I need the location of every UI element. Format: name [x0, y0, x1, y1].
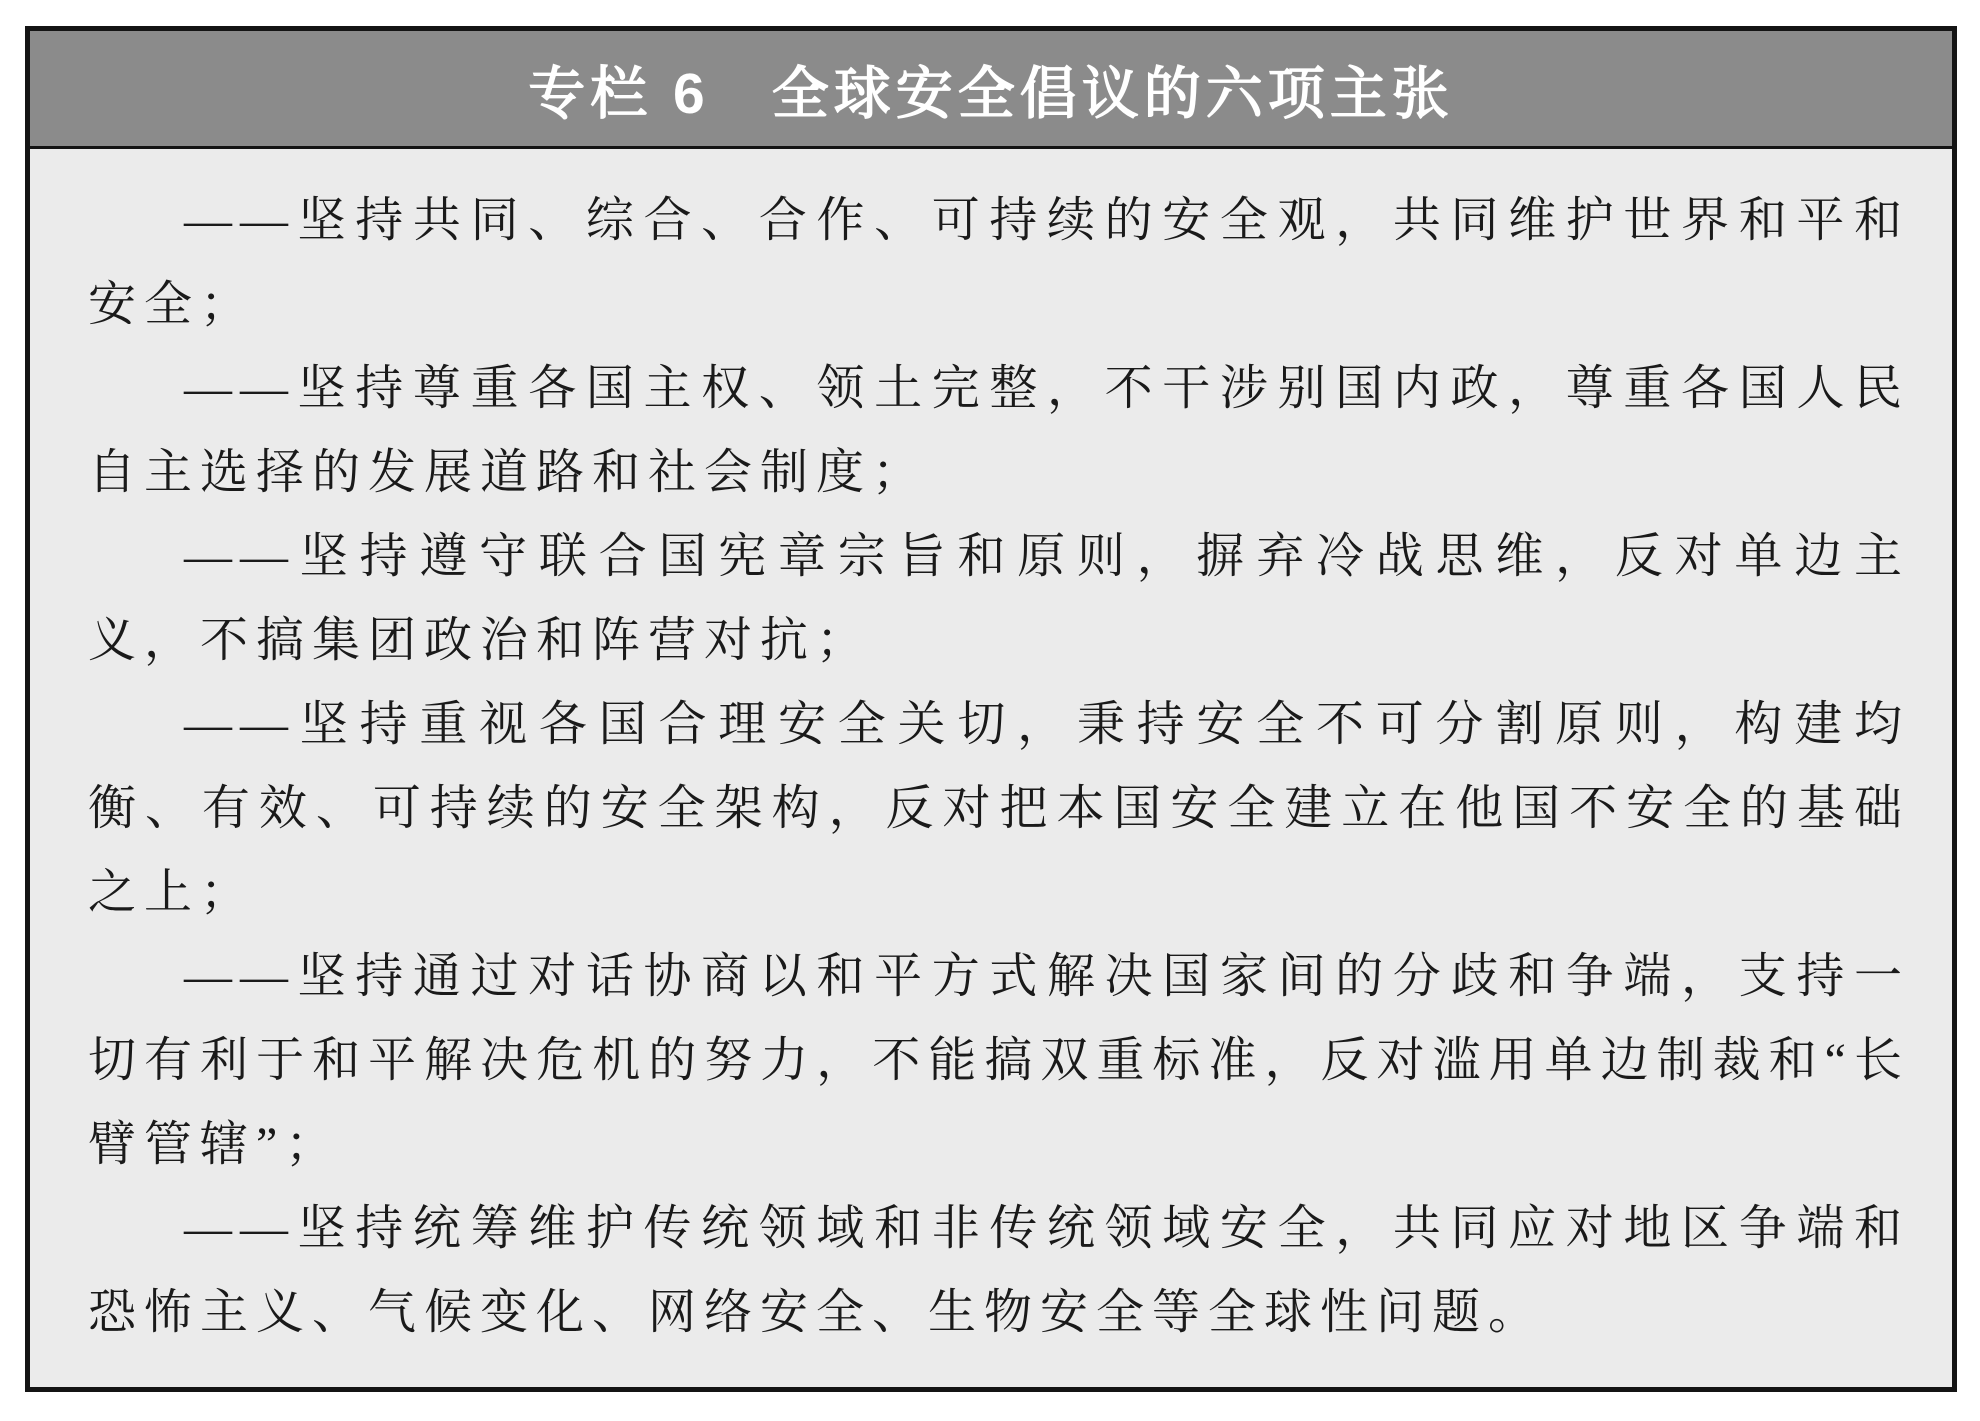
box-paragraph-4: ——坚持重视各国合理安全关切，秉持安全不可分割原则，构建均衡、有效、可持续的安全架构，反对把本国安全建立在他国不安全的基础之上；: [88, 698, 1910, 919]
box-paragraph-6: ——坚持统筹维护传统领域和非传统领域安全，共同应对地区争端和恐怖主义、气候变化、网络安全、生物安全等全球性问题。: [88, 1202, 1910, 1339]
box-body: [30, 149, 1952, 1355]
box-paragraph-1: ——坚持共同、综合、合作、可持续的安全观，共同维护世界和平和安全；: [88, 194, 1910, 331]
box-title: 专栏 6 全球安全倡议的六项主张: [528, 61, 1454, 126]
box-header: [30, 31, 1952, 149]
column-box: [25, 26, 1957, 1392]
box-paragraph-2: ——坚持尊重各国主权、领土完整，不干涉别国内政，尊重各国人民自主选择的发展道路和社会制度；: [88, 362, 1910, 499]
box-paragraph-5: ——坚持通过对话协商以和平方式解决国家间的分歧和争端，支持一切有利于和平解决危机的努力，不能搞双重标准，反对滥用单边制裁和“长臂管辖”；: [88, 950, 1910, 1171]
box-paragraph-3: ——坚持遵守联合国宪章宗旨和原则，摒弃冷战思维，反对单边主义，不搞集团政治和阵营对抗；: [88, 530, 1910, 667]
